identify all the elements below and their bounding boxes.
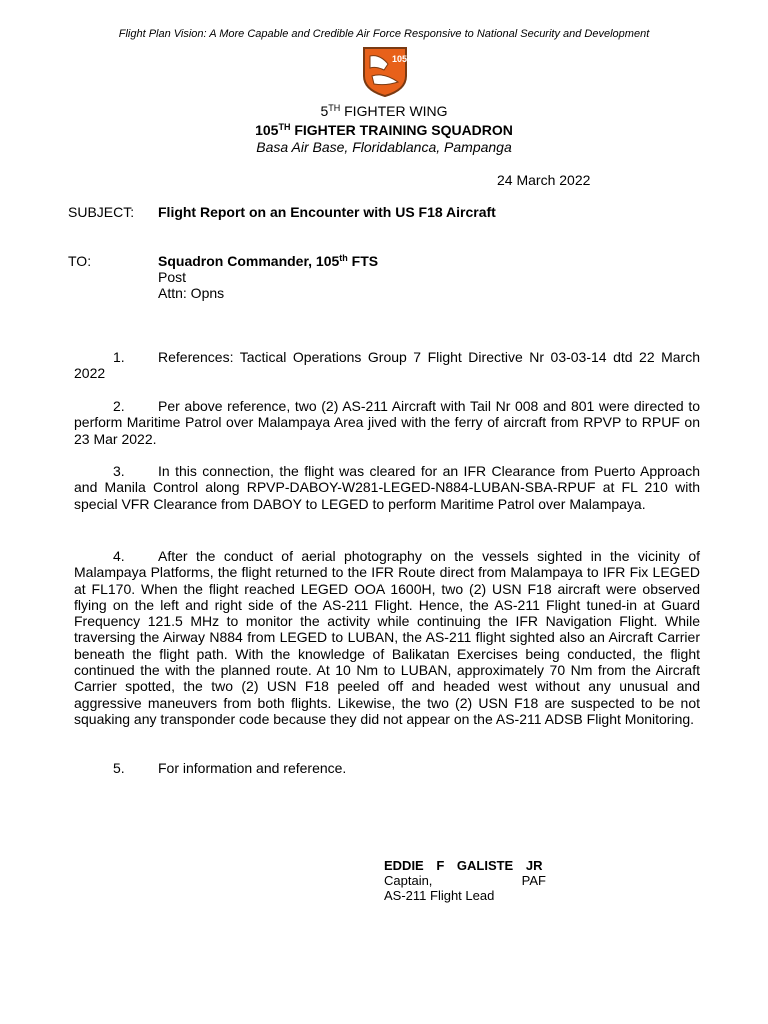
wing-name: 5TH FIGHTER WING bbox=[320, 103, 448, 119]
paragraph-text: After the conduct of aerial photography on the vessels sighted in the vicinity of Malampaya Platforms, the flight returned to the IFR Route direct from Malampaya to IFR Fix LEGED at FL170. When the flight reached LEGED OOA 1600H, two (2) USN F18 aircraft were observed flying on the left and right side of the AS-211 Flight. Hence, the AS-211 Flight tuned-in at Guard Frequency 121.5 MHz to monitor the activity while continuing the IFR Navigation Flight. While traversing the Airway N884 from LEGED to LUBAN, the AS-211 flight sighted also an Aircraft Carrier beneath the flight path. With the knowledge of Balikatan Exercises being conducted, the flight continued the with the planned route. At 10 Nm to LUBAN, approximately 70 Nm from the Aircraft Carrier spotted, the two (2) USN F18 peeled off and headed west without any unusual and aggressive maneuvers from both flights. Likewise, the two (2) USN F18 are suspected to be not squaking any transponder code because they did not appear on the AS-211 ADSB Flight Monitoring. bbox=[74, 548, 700, 727]
to-addressee-block bbox=[158, 253, 378, 301]
logo-text: 105 bbox=[392, 54, 408, 64]
signatory-position: AS-211 Flight Lead bbox=[384, 888, 495, 903]
to-label: TO: bbox=[68, 253, 92, 269]
paragraph-number: 1. bbox=[113, 349, 125, 365]
paragraph-number: 5. bbox=[113, 760, 125, 776]
subject-label: SUBJECT: bbox=[68, 204, 135, 220]
header-motto: Flight Plan Vision: A More Capable and Credible Air Force Responsive to National Security and Development bbox=[118, 28, 650, 40]
paragraph-2 bbox=[74, 398, 700, 447]
paragraph-1 bbox=[74, 349, 700, 382]
base-location: Basa Air Base, Floridablanca, Pampanga bbox=[256, 139, 512, 155]
paragraph-number: 3. bbox=[113, 463, 125, 479]
squadron-logo bbox=[362, 46, 408, 98]
signatory-name: EDDIE F GALISTE JR bbox=[384, 858, 543, 873]
paragraph-4 bbox=[74, 548, 700, 727]
paragraph-text: In this connection, the flight was cleared for an IFR Clearance from Puerto Approach and Manila Control along RPVP-DABOY-W281-LEGED-N884-LUBAN-SBA-RPUF at FL 210 with special VFR Clearance from DABOY to LEGED to perform Maritime Patrol over Malampaya. bbox=[74, 463, 700, 512]
paragraph-5 bbox=[74, 760, 700, 776]
paragraph-text: For information and reference. bbox=[158, 760, 347, 776]
letter-date: 24 March 2022 bbox=[497, 172, 591, 188]
signature-block bbox=[384, 858, 546, 903]
squadron-name: 105TH FIGHTER TRAINING SQUADRON bbox=[255, 122, 513, 138]
signatory-rank: Captain, PAF bbox=[384, 873, 546, 888]
paragraph-text: References: Tactical Operations Group 7 Flight Directive Nr 03-03-14 dtd 22 March 2022 bbox=[74, 349, 700, 382]
to-addressee: Squadron Commander, 105th FTS bbox=[158, 253, 379, 269]
paragraph-3 bbox=[74, 463, 700, 512]
subject-value: Flight Report on an Encounter with US F18 Aircraft bbox=[158, 204, 496, 220]
paragraph-number: 2. bbox=[113, 398, 125, 414]
to-line-post: Post bbox=[158, 269, 187, 285]
paragraph-number: 4. bbox=[113, 548, 125, 564]
to-line-attn: Attn: Opns bbox=[158, 285, 225, 301]
paragraph-text: Per above reference, two (2) AS-211 Aircraft with Tail Nr 008 and 801 were directed to perform Maritime Patrol over Malampaya Area jived with the ferry of aircraft from RPVP to RPUF on 23 Mar 2022. bbox=[74, 398, 700, 447]
